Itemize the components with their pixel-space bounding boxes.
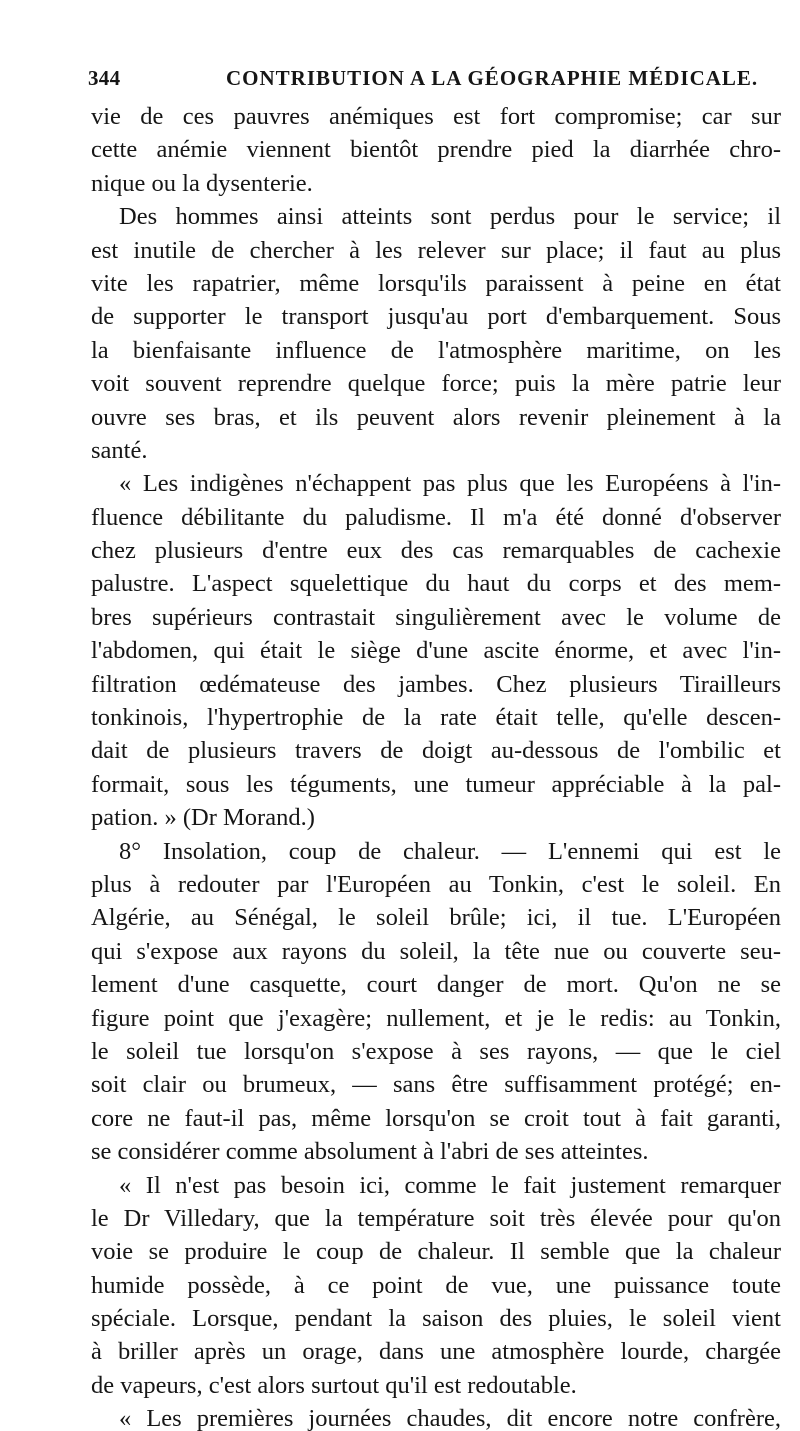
running-head: CONTRIBUTION A LA GÉOGRAPHIE MÉDICALE. — [226, 66, 759, 90]
text-line: de supporter le transport jusqu'au port d'embarquement. Sous — [91, 303, 781, 331]
text-line: de vapeurs, c'est alors surtout qu'il est redoutable. — [91, 1371, 577, 1399]
text-line: plus à redouter par l'Européen au Tonkin, c'est le soleil. En — [91, 870, 781, 898]
text-line: l'abdomen, qui était le siège d'une ascite énorme, et avec l'in- — [91, 637, 781, 665]
text-line: spéciale. Lorsque, pendant la saison des pluies, le soleil vient — [91, 1305, 781, 1333]
page-header — [88, 66, 780, 90]
text-line: nique ou la dysenterie. — [91, 169, 313, 197]
text-line: le Dr Villedary, que la température soit très élevée pour qu'on — [91, 1204, 781, 1232]
text-line: humide possède, à ce point de vue, une puissance toute — [91, 1271, 781, 1299]
text-line: fluence débilitante du paludisme. Il m'a été donné d'observer — [91, 503, 781, 531]
text-line: soit clair ou brumeux, — sans être suffisamment protégé; en- — [91, 1071, 781, 1099]
text-line: à briller après un orage, dans une atmosphère lourde, chargée — [91, 1338, 781, 1366]
text-line: ouvre ses bras, et ils peuvent alors revenir pleinement à la — [91, 403, 781, 431]
text-line: est inutile de chercher à les relever sur place; il faut au plus — [91, 236, 781, 264]
text-line: Algérie, au Sénégal, le soleil brûle; ici, il tue. L'Européen — [91, 904, 781, 932]
text-line: vie de ces pauvres anémiques est fort compromise; car sur — [91, 103, 781, 130]
text-line: « Les premières journées chaudes, dit encore notre confrère, — [119, 1405, 781, 1431]
text-line: lement d'une casquette, court danger de mort. Qu'on ne se — [91, 971, 781, 999]
text-line: « Les indigènes n'échappent pas plus que les Européens à l'in- — [119, 470, 781, 498]
text-line: formait, sous les téguments, une tumeur appréciable à la pal- — [91, 770, 781, 798]
page-number: 344 — [88, 66, 121, 90]
text-line: palustre. L'aspect squelettique du haut du corps et des mem- — [91, 570, 781, 598]
text-line: le soleil tue lorsqu'on s'expose à ses rayons, — que le ciel — [91, 1037, 781, 1065]
text-line: se considérer comme absolument à l'abri de ses atteintes. — [91, 1138, 649, 1166]
text-line: « Il n'est pas besoin ici, comme le fait justement remarquer — [119, 1171, 781, 1199]
text-line: qui s'expose aux rayons du soleil, la tête nue ou couverte seu- — [91, 937, 781, 965]
body-text — [91, 100, 781, 1431]
text-line: figure point que j'exagère; nullement, et je le redis: au Tonkin, — [91, 1004, 781, 1032]
text-line: la bienfaisante influence de l'atmosphère maritime, on les — [91, 336, 781, 364]
text-line: voit souvent reprendre quelque force; puis la mère patrie leur — [91, 370, 781, 398]
text-line: bres supérieurs contrastait singulièrement avec le volume de — [91, 603, 781, 631]
text-line: core ne faut-il pas, même lorsqu'on se croit tout à fait garanti, — [91, 1104, 781, 1132]
text-line: voie se produire le coup de chaleur. Il semble que la chaleur — [91, 1238, 781, 1266]
text-line: 8° Insolation, coup de chaleur. — L'ennemi qui est le — [119, 837, 781, 865]
text-line: vite les rapatrier, même lorsqu'ils paraissent à peine en état — [91, 269, 781, 297]
text-line: filtration œdémateuse des jambes. Chez plusieurs Tirailleurs — [91, 670, 781, 698]
text-line: chez plusieurs d'entre eux des cas remarquables de cachexie — [91, 537, 781, 565]
text-line: pation. » (Dr Morand.) — [91, 804, 315, 832]
text-line: tonkinois, l'hypertrophie de la rate était telle, qu'elle descen- — [91, 704, 781, 732]
text-line: dait de plusieurs travers de doigt au-dessous de l'ombilic et — [91, 737, 781, 765]
text-line: Des hommes ainsi atteints sont perdus pour le service; il — [119, 203, 781, 231]
text-line: cette anémie viennent bientôt prendre pied la diarrhée chro- — [91, 136, 781, 164]
text-line: santé. — [91, 436, 148, 464]
